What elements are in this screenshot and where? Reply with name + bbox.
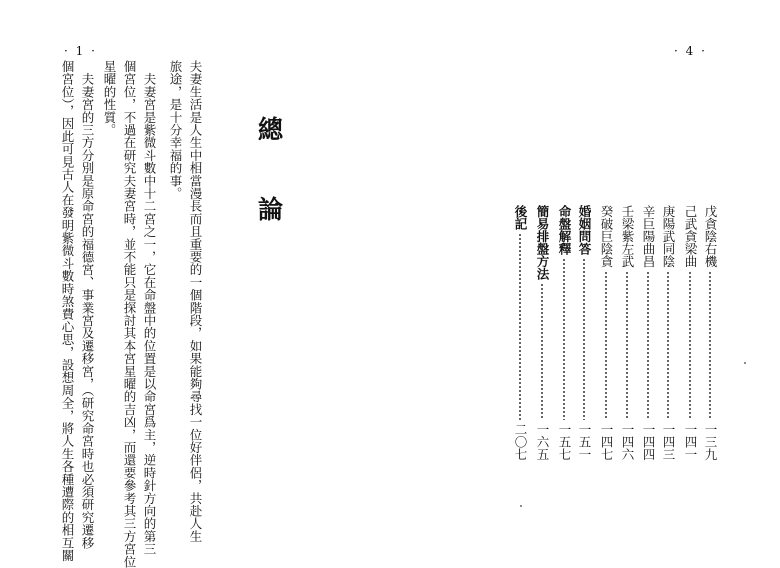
toc-entry-title: 後記	[513, 205, 528, 230]
toc-entry-title: 壬梁紫左武	[620, 205, 635, 268]
toc-entry	[619, 205, 635, 460]
toc-entry-title: 戊貪陰右機	[703, 205, 718, 268]
chapter-heading-char-2: 論	[258, 195, 284, 224]
toc-entry	[534, 205, 550, 460]
toc-entry-title: 命盤解釋	[557, 205, 572, 255]
toc-entry-page: 一四七	[599, 422, 614, 460]
toc-entry-page: 二〇七	[513, 422, 528, 460]
toc-entry-title: 簡易排盤方法	[535, 205, 550, 280]
scan-speck	[744, 362, 746, 364]
toc-leader-dots	[647, 271, 649, 420]
toc-entry	[556, 205, 572, 460]
toc-leader-dots	[541, 283, 543, 420]
right-page	[390, 0, 780, 542]
body-column-2: 旅途，是十分幸福的事。	[168, 60, 183, 200]
toc-leader-dots	[667, 271, 669, 420]
toc-entry	[640, 205, 656, 460]
toc-leader-dots	[709, 271, 711, 420]
toc-entry-page: 一四三	[661, 422, 676, 460]
toc-entry-title: 婚姻問答	[577, 205, 592, 255]
toc-entry-page: 一五一	[577, 422, 592, 460]
toc-entry-page: 一三九	[703, 422, 718, 460]
body-column-6: 夫妻宮的三方分別是原命宮的福德宮、事業宮及遷移宮，（研究命宮時也必須研究遷移	[80, 60, 95, 550]
toc-leader-dots	[626, 271, 628, 420]
toc-entry-page: 一五七	[557, 422, 572, 460]
toc-entry-page: 一四六	[620, 422, 635, 460]
toc-entry-page: 一六五	[535, 422, 550, 460]
left-page-number: · 1 ·	[64, 44, 97, 58]
toc-entry	[682, 205, 698, 460]
toc-entry-title: 辛巨陽曲昌	[641, 205, 656, 268]
body-column-7: 個宮位），因此可見古人在發明紫微斗數時煞費心思，設想周全，將人生各種遭際的相互關	[60, 60, 75, 562]
toc-leader-dots	[605, 271, 607, 420]
right-page-number: · 4 ·	[674, 44, 707, 58]
toc-entry-title: 己武貪梁曲	[683, 205, 698, 268]
toc-entry	[702, 205, 718, 460]
toc-entry	[576, 205, 592, 460]
toc-entry	[512, 205, 528, 460]
chapter-heading-char-1: 總	[258, 115, 284, 144]
body-column-4: 個宮位，不過在研究夫妻宮時，並不能只是探討其本宮星曜的吉凶，而還要參考其三方宮位	[122, 60, 137, 568]
toc-entry-title: 庚陽武同陰	[661, 205, 676, 268]
body-column-3: 夫妻宮是紫微斗數中十二宮之一，它在命盤中的位置是以命宮爲主，逆時針方向的第三	[142, 60, 157, 556]
toc-entry	[598, 205, 614, 460]
toc-entry-page: 一四四	[641, 422, 656, 460]
toc-entry-title: 癸破巨陰貪	[599, 205, 614, 268]
body-column-5: 星曜的性質。	[102, 60, 117, 137]
toc-leader-dots	[563, 258, 565, 420]
toc-entry	[660, 205, 676, 460]
body-column-1: 夫妻生活是人生中相當漫長而且重要的一個階段，如果能夠尋找一位好伴侶，共赴人生	[188, 60, 203, 543]
toc-entry-page: 一四一	[683, 422, 698, 460]
toc-leader-dots	[519, 233, 521, 420]
scan-speck	[520, 505, 522, 507]
toc-leader-dots	[583, 258, 585, 420]
toc-leader-dots	[689, 271, 691, 420]
